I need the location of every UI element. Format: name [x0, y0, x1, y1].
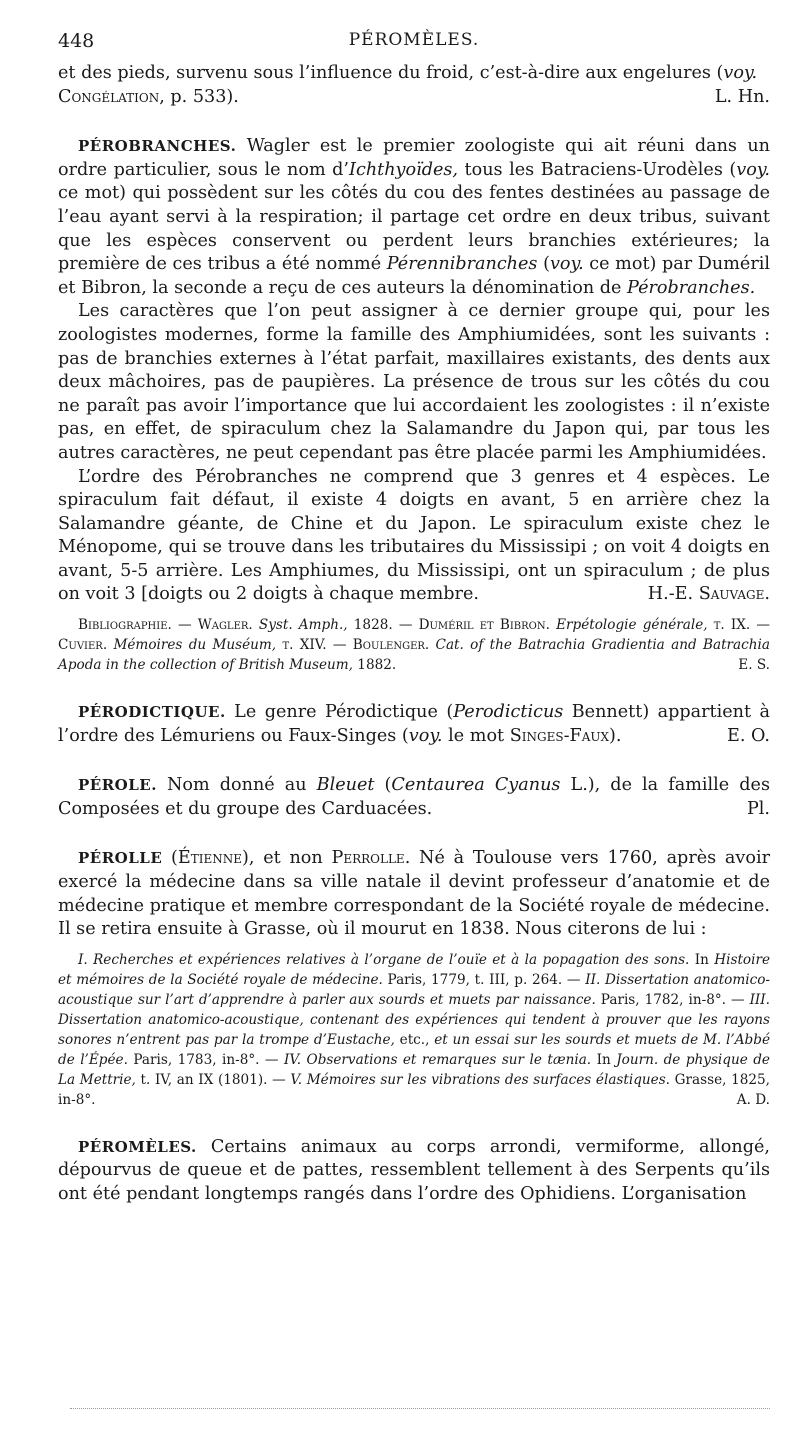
author-signature: A. D.	[736, 1091, 770, 1108]
entry-headword: PÉROLLE	[78, 849, 163, 868]
author-signature: E. O.	[726, 725, 770, 746]
author-signature: Pl.	[746, 798, 770, 819]
running-head: PÉROMÈLES.	[348, 30, 480, 50]
entry-perodictique	[58, 701, 770, 748]
bibliography: Bibliographie. — Wagler. Syst. Amph., 1828. — Duméril et Bibron. Erpétologie générale, t. IX. — Cuvier. Mémoires du Muséum, t. XIV. — Boulenger. Cat. of the Batrachia Gradientia and Batrachia Apoda in the collection of British Museum, 1882. E. S.	[58, 617, 771, 674]
page-header	[58, 30, 770, 56]
entry-perobranches	[58, 135, 770, 675]
author-signature: L. Hn.	[714, 86, 770, 107]
entry-headword: PÉROBRANCHES.	[78, 137, 237, 156]
works-list: I. Recherches et expériences relatives à l’organe de l’ouïe et à la popagation des sons. In Histoire et mémoires de la Société royale de médecine. Paris, 1779, t. III, p. 264. — II. Dissertation anatomico-acoustique sur l’art d’apprendre à parler aux sourds et muets par naissance. Paris, 1782, in-8°. — III. Dissertation anatomico-acoustique, contenant des expériences qui tendent à prouver que les rayons sonores n’entrent pas par la trompe d’Eustache, etc., et un essai sur les sourds et muets de M. l’Abbé de l’Épée. Paris, 1783, in-8°. — IV. Observations et remarques sur le tænia. In Journ. de physique de La Mettrie, t. IV, an IX (1801). — V. Mémoires sur les vibrations des surfaces élastiques. Grasse, 1825, in-8°. A. D.	[58, 951, 771, 1108]
entry-headword: PÉROMÈLES.	[78, 1137, 197, 1156]
entry-paragraph: Les caractères que l’on peut assigner à ce dernier groupe qui, pour les zoologistes modernes, forme la famille des Amphiumidées, sont les suivants : pas de branchies externes à l’état parfait, maxillaires existants, des dents aux deux mâchoires, pas de paupières. La présence de trous sur les côtés du cou ne paraît pas avoir l’importance que lui accordaient les zoologistes : il n’existe pas, en effet, de spiraculum chez la Salamandre du Japon qui, par tous les autres caractères, ne peut cependant pas être placée parmi les Amphiumidées.	[58, 301, 770, 463]
author-signature: E. S.	[738, 657, 770, 674]
entry-paragraph: PÉROLLE (Étienne), et non Perrolle. Né à Toulouse vers 1760, après avoir exercé la médecine dans sa ville natale il devint professeur d’anatomie et de médecine pratique et membre correspondant de la Société royale de médecine. Il se retira ensuite à Grasse, où il mourut en 1838. Nous citerons de lui :	[58, 848, 770, 940]
page-body	[58, 62, 770, 1207]
bibliography-label: Bibliographie.	[78, 617, 172, 634]
bottom-rule	[70, 1408, 770, 1409]
page-number: 448	[58, 30, 95, 52]
entry-paragraph: PÉROLE. Nom donné au Bleuet (Centaurea Cyanus L.), de la famille des Composées et du groupe des Carduacées. Pl.	[58, 774, 770, 821]
intro-paragraph: et des pieds, survenu sous l’influence du froid, c’est-à-dire aux engelures (voy. Congélation, p. 533). L. Hn.	[58, 62, 770, 109]
entry-perole	[58, 774, 770, 821]
author-signature: H.-E. Sauvage.	[647, 584, 770, 605]
entry-peromeles	[58, 1136, 770, 1207]
cross-reference: Singes-Faux	[509, 725, 610, 746]
entry-headword: PÉROLE.	[78, 776, 157, 795]
entry-headword: PÉRODICTIQUE.	[78, 703, 226, 722]
entry-paragraph: PÉROMÈLES. Certains animaux au corps arrondi, vermiforme, allongé, dépourvus de queue et de pattes, ressemblent tellement à des Serpents qu’ils ont été pendant longtemps rangés dans l’ordre des Ophidiens. L’organisation	[58, 1136, 770, 1204]
cross-reference: Congélation	[58, 86, 160, 107]
entry-paragraph: PÉROBRANCHES. Wagler est le premier zoologiste qui ait réuni dans un ordre particulier, sous le nom d’Ichthyoïdes, tous les Batraciens-Urodèles (voy. ce mot) qui possèdent sur les côtés du cou des fentes destinées au passage de l’eau ayant servi à la respiration; il partage cet ordre en deux tribus, suivant que les espèces conservent ou perdent leurs branchies extérieures; la première de ces tribus a été nommé Pérennibranches (voy. ce mot) par Duméril et Bibron, la seconde a reçu de ces auteurs la dénomination de Pérobranches.	[58, 136, 770, 298]
entry-paragraph: L’ordre des Pérobranches ne comprend que 3 genres et 4 espèces. Le spiraculum fait défaut, il existe 4 doigts en avant, 5 en arrière chez la Salamandre géante, de Chine et du Japon. Le spiraculum existe chez le Ménopome, qui se trouve dans les tributaires du Mississipi ; on voit 4 doigts en avant, 5-5 arrière. Les Amphiumes, du Mississipi, ont un spiraculum ; de plus on voit 3 [doigts ou 2 doigts à chaque membre. H.-E. Sauvage.	[58, 466, 770, 608]
entry-paragraph: PÉRODICTIQUE. Le genre Pérodictique (Perodicticus Bennett) appartient à l’ordre des Lémuriens ou Faux-Singes (voy. le mot Singes-Faux). E. O.	[58, 701, 770, 748]
entry-perolle	[58, 847, 770, 1109]
